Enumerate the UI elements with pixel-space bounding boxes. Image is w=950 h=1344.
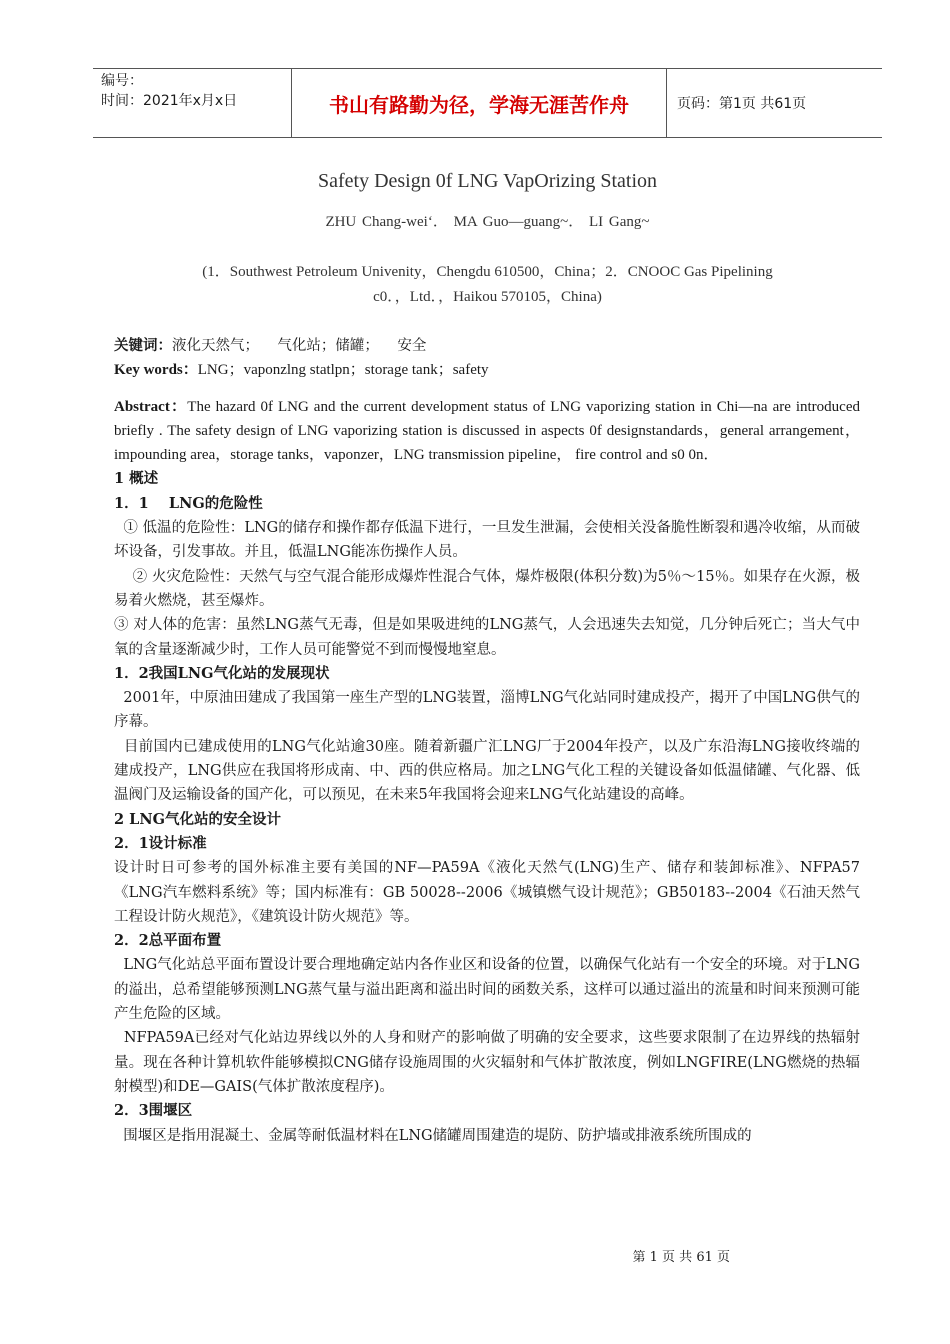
abstract-label: Abstract： — [114, 398, 188, 415]
paper-title: Safety Design 0f LNG VapOrizing Station — [317, 170, 658, 192]
keywords-cn — [114, 334, 860, 358]
paper-affiliation — [115, 260, 860, 310]
time-label: 时间：2021年x月x日 — [101, 93, 238, 109]
header-meta — [93, 69, 292, 137]
paragraph: NFPA59A已经对气化站边界线以外的人身和财产的影响做了明确的安全要求，这些要求限制了在边界线的热辐射量。现在各种计算机软件能够模拟CNG储存设施周围的火灾辐射和气体扩散浓度，例如LNGFIRE(LNG燃烧的热辐射模型)和DE—GAIS(气体扩散浓度程序)。 — [114, 1030, 860, 1095]
header-motto: 书山有路勤为径，学海无涯苦作舟 — [292, 69, 667, 137]
subsection-heading: 1．1 LNG的危险性 — [114, 494, 263, 512]
section-heading: 2 LNG气化站的安全设计 — [114, 810, 281, 828]
paragraph: ① 低温的危险性：LNG的储存和操作都存低温下进行，一旦发生泄漏，会使相关没备脆性断裂和遇冷收缩，从而破坏设备，引发事故。并且，低温LNG能冻伤操作人员。 — [114, 520, 860, 561]
number-label: 编号： — [101, 73, 143, 89]
section-heading: 1 概述 — [114, 470, 159, 488]
paragraph: 设计时日可参考的国外标准主要有美国的NF—PA59A《液化天然气(LNG)生产、储存和装卸标准》、NFPA57《LNG汽车燃料系统》等；国内标准有：GB 50028--2006《城镇燃气设计规范》；GB50183--2004《石油天然气工程设计防火规范》，《建筑设计防火规范》等。 — [114, 860, 860, 925]
keywords-cn-label: 关键词： — [114, 337, 172, 354]
keywords-en-text: LNG；vaponzlng statlpn；storage tank；safety — [197, 362, 489, 379]
affiliation-line-1: (1．Southwest Petroleum Univenity，Chengdu 610500，China；2．CNOOC Gas Pipelining — [202, 264, 773, 280]
paragraph: LNG气化站总平面布置设计要合理地确定站内各作业区和设备的位置，以确保气化站有一个安全的环境。对于LNG的溢出，总希望能够预测LNG蒸气量与溢出距离和溢出时间的函数关系，这样可以通过溢出的流量和时间来预测可能产生危险的区域。 — [114, 957, 861, 1023]
keywords-en — [114, 358, 860, 382]
paragraph: 2001年，中原油田建成了我国第一座生产型的LNG装置，淄博LNG气化站同时建成投产，揭开了中国LNG供气的序幕。 — [114, 690, 860, 731]
header-page-info: 页码：第1页 共61页 — [677, 96, 807, 112]
paragraph: ③ 对人体的危害：虽然LNG蒸气无毒，但是如果吸进纯的LNG蒸气，人会迅速失去知觉，几分钟后死亡；当大气中氧的含量逐渐减少时，工作人员可能警觉不到而慢慢地窒息。 — [114, 617, 860, 658]
abstract-text: The hazard 0f LNG and the current development status of LNG vaporizing station in Chi—na are introduced briefly . The safety design of LNG vaporizing station is discussed in aspects 0f designstandards，general arrangement，impounding area，storage tanks，vaponzer，LNG transmission pipeline， fire control and s0 0n． — [114, 398, 860, 464]
abstract — [114, 395, 860, 468]
subsection-heading: 1．2我国LNG气化站的发展现状 — [114, 664, 330, 682]
keywords-en-label: Key words： — [114, 362, 198, 379]
subsection-heading: 2．2总平面布置 — [114, 932, 222, 950]
subsection-heading: 2．1设计标准 — [114, 834, 207, 852]
page-footer: 第 1 页 共 61 页 — [632, 1250, 730, 1265]
paragraph: 目前国内已建成使用的LNG气化站逾30座。随着新疆广汇LNG厂于2004年投产，以及广东沿海LNG接收终端的建成投产，LNG供应在我国将形成南、中、西的供应格局。加之LNG气化工程的关键设备如低温储罐、气化器、低温阀门及运输设备的国产化，可以预见，在未来5年我国将会迎来LNG气化站建设的高峰。 — [114, 738, 861, 804]
keywords-cn-text: 液化天然气； 气化站；储罐； 安全 — [172, 338, 427, 354]
paragraph: 围堰区是指用混凝土、金属等耐低温材料在LNG储罐周围建造的堤防、防护墙或排液系统所围成的 — [114, 1127, 752, 1144]
affiliation-line-2: c0．，Ltd．，Haikou 570105，China) — [373, 289, 602, 305]
document-header — [93, 68, 882, 138]
subsection-heading: 2．3围堰区 — [114, 1102, 193, 1120]
paragraph: ② 火灾危险性：天然气与空气混合能形成爆炸性混合气体，爆炸极限(体积分数)为5％～15％。如果存在火源，极易着火燃烧，甚至爆炸。 — [114, 568, 860, 609]
paper-authors: ZHU Chang-wei‘． MA Guo—guang~． LI Gang~ — [325, 214, 650, 230]
document-body — [114, 334, 860, 1148]
